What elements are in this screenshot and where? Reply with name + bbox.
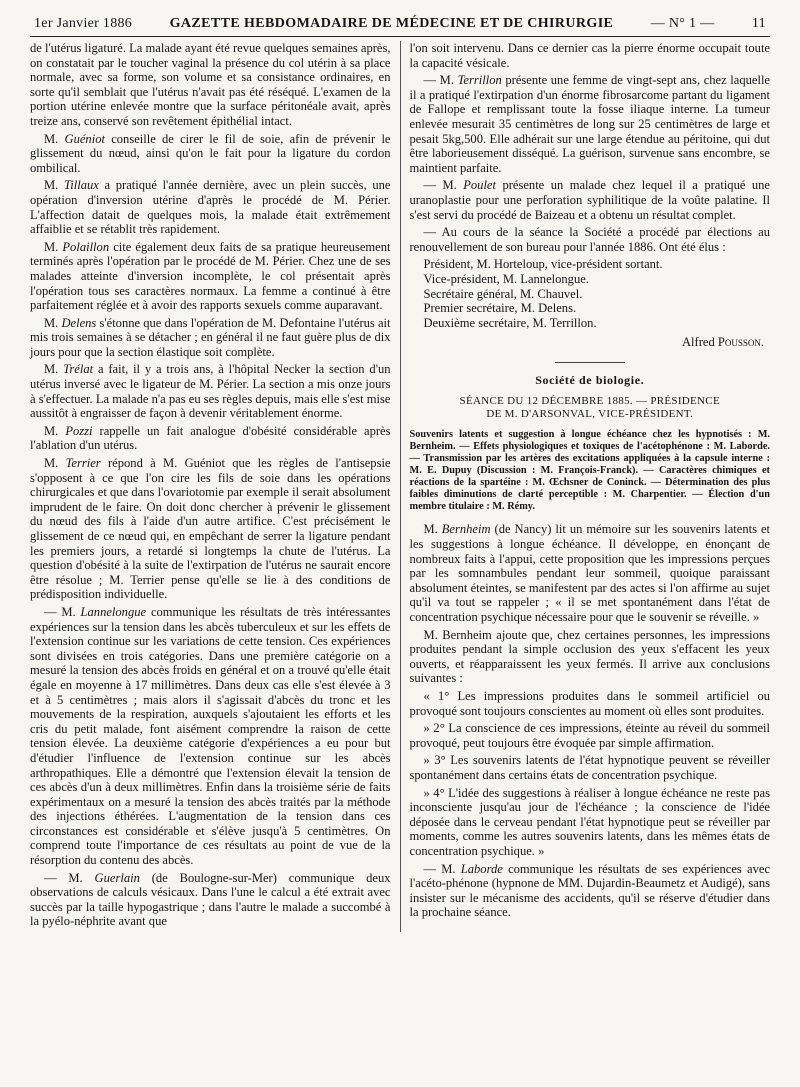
left-paragraph [30,605,391,868]
speaker-prefix: M. [44,362,64,377]
elected-officer-line: Premier secrétaire, M. Delens. [423,301,577,316]
paragraph-text: rappelle un fait analogue d'obésité considérable après l'ablation d'un utérus. [30,423,391,453]
paragraph-text: de l'utérus ligaturé. La malade ayant été revue quelques semaines après, on constatait par le toucher vaginal la présence du col utérin à sa place normale, avec sa forme, son volume et sa consistance ordinaires, en sorte qu'il semblait que l'utérus n'avait pas été réséqué. L'examen de la portion utérine enlevée montre que la surface péritonéale avait, après treize ans, conservé son revêtement épithélial intact. [30,41,391,128]
running-header [30,6,770,37]
paragraph-text: présente une femme de vingt-sept ans, chez laquelle il a pratiqué l'extirpation d'un énorme fibrosarcome partant du ligament de Fallope et remplissant toute la fosse iliaque interne. La tumeur enlevée mesurait 35 centimètres de long sur 25 centimètres de large et pesait 5kg,500. Elle adhérait sur une large étendue au péritoine, qui dut être laborieusement disséqué. La guérison, survenue sans encombre, se maintient parfaite. [409,73,770,175]
left-paragraph [30,178,391,236]
signature-first-name: Alfred [681,335,715,350]
elected-officer-line: Président, M. Horteloup, vice-président sortant. [423,257,663,272]
right-paragraph [410,41,771,70]
two-column-body [30,41,770,932]
speaker-prefix: M. [44,178,64,193]
speaker-name: Polaillon [62,239,110,254]
paragraph-text: (de Nancy) lit un mémoire sur les souvenirs latents et les suggestions à longue échéance. Il développe, en énonçant de nombreux faits à l'appui, cette proposition que les impressions perçues par les somnambules pendant leur sommeil, quoique paraissant absolument éteintes, se manifestent par des actes si l'on affirme au sujet qu'il va tout se rappeler ; « il se met spontanément dans l'état de concentration psychique nécessaire pour que le souvenir se réveille. » [409,522,770,625]
paragraph-text: « 1° Les impressions produites dans le sommeil artificiel ou provoqué sont toujours conscientes au moment où elles sont produites. [409,689,770,718]
section-divider [555,362,625,363]
paragraph-text: » 2° La conscience de ces impressions, éteinte au réveil du sommeil provoqué, peut toujours être évoquée par simple affirmation. [409,721,770,750]
elected-officer-line: Secrétaire général, M. Chauvel. [423,286,583,301]
left-paragraph [30,240,391,313]
right-paragraph [410,522,771,624]
speaker-name: Lannelongue [80,604,147,619]
paragraph-text: cite également deux faits de sa pratique heureusement terminés après l'opération par le procédé de M. Périer. Chez une de ses malades atteinte d'inversion incomplète, le col présentait après l'opération tous ses caractères normaux. La femme a continué à être parfaitement réglée et à avoir des rapports sexuels comme auparavant. [30,239,391,313]
speaker-name: Delens [61,315,97,330]
header-date: 1er Janvier 1886 [34,16,133,31]
signature [410,335,765,350]
seance-line-2: DE M. D'ARSONVAL, VICE-PRÉSIDENT. [486,408,694,421]
speaker-prefix: M. [423,522,442,537]
paragraph-text: » 4° L'idée des suggestions à réaliser à longue échéance ne reste pas inconsciente jusqu'au jour de l'échéance ; la conscience de l'idée déposée dans le cerveau pendant l'état hypnotique peut se réveiller par moments, comme les autres souvenirs latents, dans les mêmes états de concentration psychique. » [409,785,770,858]
left-paragraph [30,456,391,602]
left-paragraph [30,132,391,176]
right-column-bottom [410,522,771,919]
left-paragraph [30,871,391,929]
paragraph-text: communique les résultats de ses expériences avec l'acéto-phénone (hypnone de MM. Dujardin-Beaumetz et Audigé), sans insister sur le mécanisme des accidents, qu'il se réserve d'étudier dans la prochaine séance. [409,861,770,920]
left-paragraph [30,316,391,360]
speaker-prefix: — M. [44,604,81,619]
right-paragraph [410,786,771,859]
paragraph-text: conseille de cirer le fil de soie, afin de prévenir le glissement du nœud, ainsi qu'on le fait pour la ligature du cordon ombilical. [30,131,391,175]
left-paragraph [30,424,391,453]
paragraph-text: — Au cours de la séance la Société a procédé par élections au renouvellement de son bureau pour l'année 1886. Ont été élus : [409,225,770,254]
speaker-name: Laborde [460,861,503,876]
left-paragraph [30,362,391,420]
speaker-name: Trélat [63,362,94,377]
right-paragraph [410,628,771,686]
elected-officer-line: Deuxième secrétaire, M. Terrillon. [423,315,597,330]
header-page-number: 11 [751,16,766,31]
signature-last-name: Pousson. [717,335,764,350]
header-title: GAZETTE HEBDOMADAIRE DE MÉDECINE ET DE CHIRURGIE [169,16,614,31]
paragraph-text: communique les résultats de très intéressantes expériences sur la tension dans les abcès tuberculeux et sur les effets de l'extension continue sur les variations de cette tension. Ces expériences sont divisées en trois catégories. Dans une première catégorie on a mesuré la tension des abcès froids en général et on a trouvé qu'elle était égale en moyenne à 17 millimètres. Dans deux cas elle s'est élevée à 3 et à 5 centimètres ; mais alors il s'agissait d'abcès du tronc et les mouvements de la respiration, auxquels s'ajoutaient les efforts et les cris du petit malade, font aisément comprendre la raison de cette tension élevée. La deuxième catégorie d'expériences a eu pour but d'étudier l'influence de l'extension continue sur les abcès arthropathiques. Elle a démontré que l'extension élevait la tension de ces abcès d'un à deux millimètres. Enfin dans la troisième série de faits expérimentaux on a mesuré la tension des abcès traités par la méthode des injections éthérées. L'augmentation de la tension dans ces circonstances est considérable et s'élève jusqu'à 5 centimètres. On comprend toute l'importance de ces résultats au point de vue de la résorption du contenu des abcès. [30,604,391,868]
speaker-prefix: M. [44,423,66,438]
paragraph-text: présente un malade chez lequel il a pratiqué une uranoplastie pour une perforation syphilitique de la voûte palatine. Il s'est servi du procédé de Baizeau et a obtenu un résultat complet. [409,178,770,222]
paragraph-text: M. Bernheim ajoute que, chez certaines personnes, les impressions produites pendant la simple occlusion des yeux s'effacent les yeux ouverts, et réapparaissent les yeux fermés. Il arrive aux conclusions suivantes : [409,627,770,686]
seance-summary: Souvenirs latents et suggestion à longue échéance chez les hypnotisés : M. Bernheim. — Effets physiologiques et toxiques de l'acétophénone : M. Laborde. — Transmission par les artères des excitations appliquées à la capsule interne : M. E. Dupuy (Discussion : M. François-Franck). — Caractères chimiques et réactions de la spartéine : M. Œchsner de Coninck. — Détermination des plus faibles diminutions de clarté perceptible : M. Charpentier. — Élection d'un membre titulaire : M. Rémy. [409,429,770,513]
speaker-name: Bernheim [441,522,491,537]
paragraph-text: répond à M. Guéniot que les règles de l'antisepsie s'opposent à ce que l'on cire les fils de soie dans les opérations chirurgicales et que dans l'ovariotomie par exemple il serait absolument imprudent de le faire. On doit donc chercher à prévenir le glissement du nœud des fils à l'aide d'un autre artifice. C'est précisément le glissement de ce nœud qui, en empêchant de serrer la ligature pendant les premiers jours, a retardé si longtemps la chute de l'utérus. La question d'obésité à la suite de l'extirpation de l'utérus ne saurait encore être résolue ; M. Terrier pense qu'elle se lie à des conditions de prédisposition individuelle. [30,456,391,602]
speaker-prefix: M. [44,239,63,254]
speaker-prefix: — M. [423,178,464,193]
paragraph-text: a pratiqué l'année dernière, avec un plein succès, une opération d'inversion utérine d'après le procédé de M. Périer. L'affection datait de quelques mois, la malade était extrêmement affaiblie et se rétablit très rapidement. [30,178,391,237]
speaker-name: Guerlain [94,870,140,885]
right-paragraph [410,178,771,222]
seance-heading [410,395,771,421]
speaker-name: Poulet [463,178,496,193]
speaker-name: Terrillon [457,73,502,88]
paragraph-text: (de Boulogne-sur-Mer) communique deux observations de calculs vésicaux. Dans l'une le calcul a été extrait avec succès par la taille hypogastrique ; dans l'autre le malade a succombé à la pyélo-néphrite avant que [30,870,391,929]
seance-line-1: SÉANCE DU 12 DÉCEMBRE 1885. — PRÉSIDENCE [459,395,720,408]
left-column [30,41,400,932]
paragraph-text: » 3° Les souvenirs latents de l'état hypnotique peuvent se réveiller spontanément dans certains états de concentration psychique. [409,753,770,782]
right-column [400,41,771,932]
speaker-prefix: — M. [423,861,461,876]
right-paragraph [410,862,771,920]
speaker-prefix: M. [44,315,62,330]
right-paragraph [410,73,771,175]
speaker-name: Pozzi [65,423,93,438]
header-issue: — N° 1 — [650,16,715,31]
left-paragraph [30,41,391,129]
paragraph-text: a fait, il y a trois ans, à l'hôpital Necker la section d'un utérus inversé avec le ligateur de M. Périer. La section a mis onze jours à s'effectuer. La malade n'a pas eu ses règles depuis, mais elle s'est mise aussitôt à engraisser de façon à devenir véritablement énorme. [30,362,391,421]
right-paragraph [410,753,771,782]
paragraph-text: s'étonne que dans l'opération de M. Defontaine l'utérus ait mis trois semaines à se détacher ; en général il ne faut guère plus de dix jours pour que la section élastique soit complète. [30,315,391,359]
right-paragraph [410,225,771,254]
speaker-prefix: — M. [44,870,95,885]
society-title: Société de biologie. [535,372,645,387]
speaker-prefix: M. [44,456,66,471]
paragraph-text: l'on soit intervenu. Dans ce dernier cas la pierre énorme occupait toute la capacité vésicale. [409,41,770,70]
speaker-prefix: M. [44,131,65,146]
speaker-name: Terrier [65,456,101,471]
speaker-name: Tillaux [63,178,99,193]
right-paragraph [410,721,771,750]
speaker-prefix: — M. [423,73,458,88]
elected-officers-list [424,257,771,330]
right-paragraph [410,689,771,718]
speaker-name: Guéniot [64,131,105,146]
elected-officer-line: Vice-président, M. Lannelongue. [423,271,589,286]
right-column-top [410,41,771,254]
